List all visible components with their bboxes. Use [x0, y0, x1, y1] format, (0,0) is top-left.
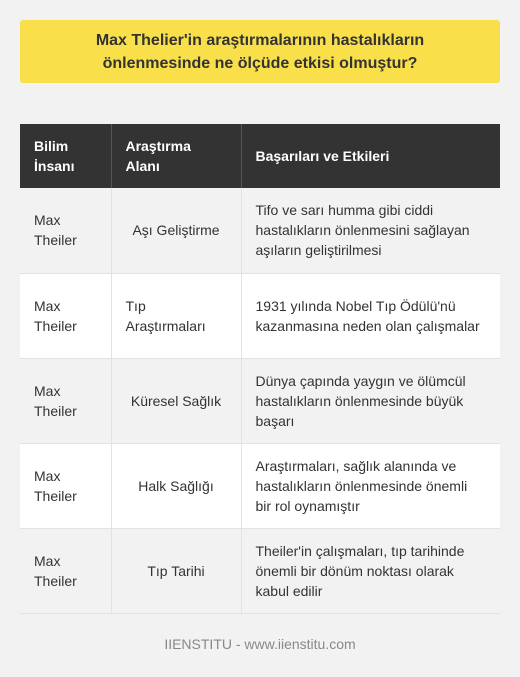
cell-research-area: Tıp Tarihi [111, 528, 241, 613]
cell-scientist: Max Theiler [20, 273, 111, 358]
column-header-research-area: Araştırma Alanı [111, 124, 241, 188]
cell-achievements: Dünya çapında yaygın ve ölümcül hastalıkların önlenmesinde büyük başarı [241, 358, 500, 443]
table-row [20, 528, 500, 613]
column-header-achievements: Başarıları ve Etkileri [241, 124, 500, 188]
cell-scientist: Max Theiler [20, 188, 111, 273]
table-row [20, 188, 500, 273]
cell-research-area: Küresel Sağlık [111, 358, 241, 443]
table-row [20, 443, 500, 528]
footer-credit: IIENSTITU - www.iienstitu.com [164, 636, 356, 652]
cell-achievements: Araştırmaları, sağlık alanında ve hastalıkların önlenmesinde önemli bir rol oynamıştır [241, 443, 500, 528]
column-header-scientist: Bilim İnsanı [20, 124, 111, 188]
cell-research-area: Tıp Araştırmaları [111, 273, 241, 358]
cell-achievements: Tifo ve sarı humma gibi ciddi hastalıkların önlenmesini sağlayan aşıların geliştirilmesi [241, 188, 500, 273]
table-row [20, 358, 500, 443]
cell-scientist: Max Theiler [20, 358, 111, 443]
title-banner [20, 20, 500, 83]
cell-scientist: Max Theiler [20, 528, 111, 613]
page-title: Max Thelier'in araştırmalarının hastalıkların önlenmesinde ne ölçüde etkisi olmuştur? [95, 31, 425, 72]
table-header-row [20, 124, 500, 188]
cell-scientist: Max Theiler [20, 443, 111, 528]
cell-research-area: Aşı Geliştirme [111, 188, 241, 273]
table-row [20, 273, 500, 358]
cell-research-area: Halk Sağlığı [111, 443, 241, 528]
cell-achievements: Theiler'in çalışmaları, tıp tarihinde önemli bir dönüm noktası olarak kabul edilir [241, 528, 500, 613]
data-table [20, 124, 500, 614]
cell-achievements: 1931 yılında Nobel Tıp Ödülü'nü kazanmasına neden olan çalışmalar [241, 273, 500, 358]
